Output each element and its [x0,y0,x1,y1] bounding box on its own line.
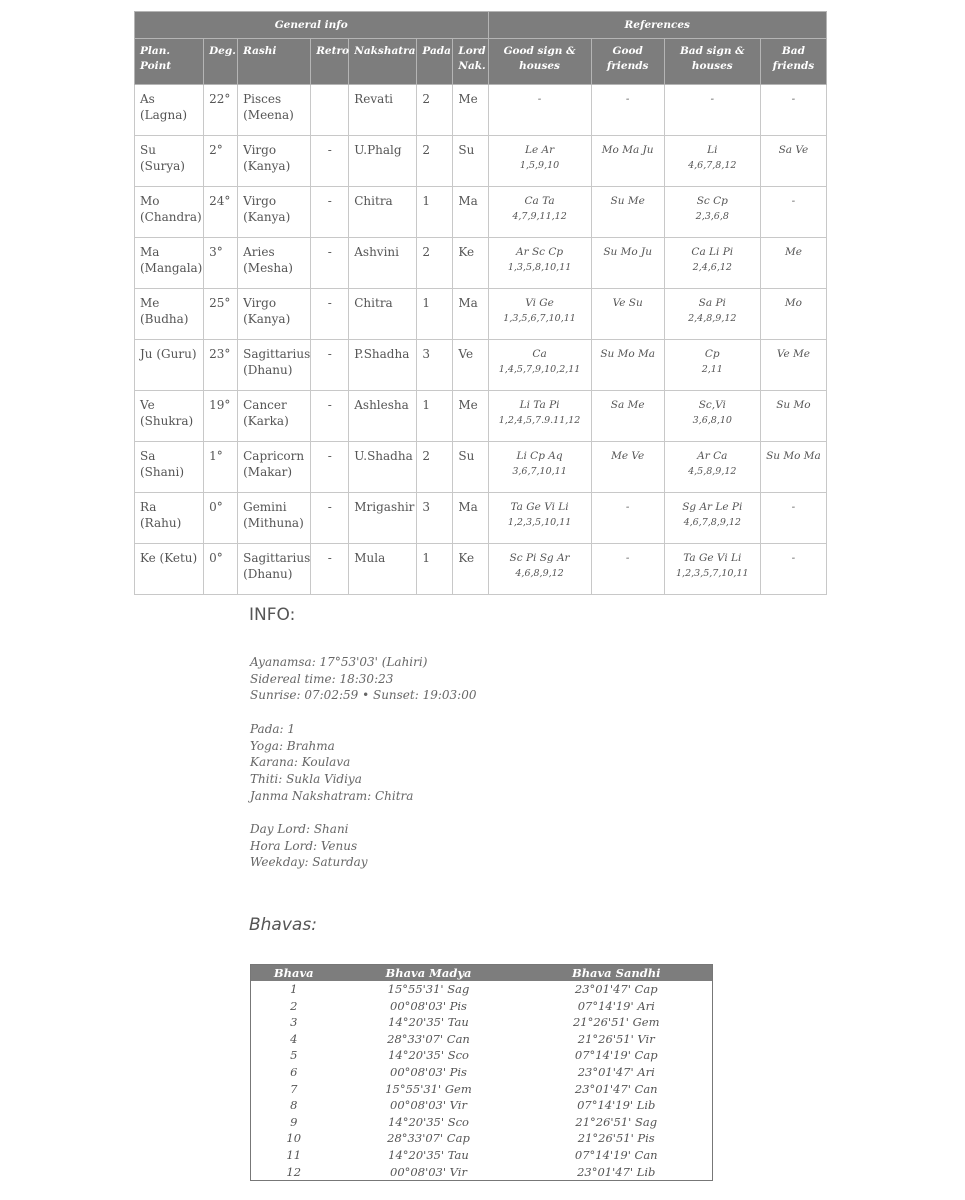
bhava-sandhi-cell: 07°14'19' Ari [577,998,655,1013]
good-friends-cell [591,187,664,238]
bhava-number-cell: 2 [290,998,298,1013]
col-header-good-sign-houses: Good sign & houses [488,39,591,85]
lord-nak-cell: Ma [453,187,488,238]
good-sign-houses-cell [488,493,591,544]
signs-text: Sa Ve [778,144,809,156]
signs-text: Li [707,144,718,156]
bad-friends-cell [760,391,826,442]
bhava-madya-cell: 00°08'03' Vir [390,1164,467,1179]
pada-cell: 1 [417,544,453,595]
table-row [251,1114,713,1131]
planets-column-header-row [135,39,827,85]
houses-text: 4,6,7,8,9,12 [683,517,741,528]
houses-text: 3,6,7,10,11 [512,466,567,477]
houses-text: 2,11 [701,364,723,375]
bhava-sandhi-cell: 23°01'47' Cap [574,982,658,996]
bad-friends-cell [760,136,826,187]
signs-text: Ve Su [612,297,643,309]
rashi-cell: Cancer (Karka) [238,391,311,442]
bad-friends-cell [760,340,826,391]
signs-text: Ta Ge Vi Li [510,501,569,513]
nakshatra-cell: U.Phalg [349,136,417,187]
table-row [251,998,713,1015]
pada-cell: 1 [417,289,453,340]
signs-text: - [625,552,630,564]
good-friends-cell [591,289,664,340]
table-row [135,289,827,340]
signs-text: Li Ta Pi [519,399,560,411]
bhava-madya-cell: 14°20'35' Tau [388,1147,469,1162]
houses-text: 4,5,8,9,12 [688,466,737,477]
good-sign-houses-cell [488,187,591,238]
signs-text: Vi Ge [525,297,554,309]
good-friends-cell [591,238,664,289]
signs-text: - [791,195,796,207]
col-header-good-friends: Good friends [591,39,664,85]
bhavas-table [250,964,713,1181]
col-header-lord-nak: Lord Nak. [453,39,488,85]
signs-text: - [625,501,630,513]
pada-cell: 2 [417,238,453,289]
retro-cell: - [311,493,349,544]
bad-friends-cell [760,544,826,595]
signs-text: Me [784,246,802,258]
retro-cell: - [311,442,349,493]
houses-text: 4,6,8,9,12 [515,568,564,579]
good-sign-houses-cell [488,289,591,340]
table-row [135,85,827,136]
rashi-cell: Sagittarius (Dhanu) [238,544,311,595]
bhava-sandhi-cell: 07°14'19' Lib [577,1098,656,1113]
info-line: Day Lord: Shani [250,822,349,836]
lord-nak-cell: Ma [453,493,488,544]
bad-sign-houses-cell [664,187,760,238]
col-header-retro: Retro [311,39,349,85]
rashi-cell: Virgo (Kanya) [238,289,311,340]
good-friends-cell [591,136,664,187]
col-header-bad-friends: Bad friends [760,39,826,85]
good-sign-houses-cell [488,442,591,493]
planets-table-body [135,85,827,595]
signs-text: Su Mo Ma [766,450,821,462]
bad-sign-houses-cell [664,340,760,391]
nakshatra-cell: Chitra [349,289,417,340]
planet-point-cell: Ju (Guru) [135,340,204,391]
signs-text: - [537,93,542,105]
good-friends-cell [591,493,664,544]
planet-point-cell: Sa (Shani) [135,442,204,493]
houses-text: 4,6,7,8,12 [688,160,737,171]
info-spacer [250,804,476,821]
houses-text: 2,4,8,9,12 [688,313,737,324]
lord-nak-cell: Me [453,391,488,442]
signs-text: - [791,501,796,513]
bad-sign-houses-cell [664,493,760,544]
signs-text: - [710,93,715,105]
bhava-madya-cell: 15°55'31' Gem [385,1081,472,1096]
nakshatra-cell: Chitra [349,187,417,238]
bhava-sandhi-cell: 21°26'51' Pis [577,1131,655,1146]
bad-friends-cell [760,187,826,238]
bhava-sandhi-cell: 23°01'47' Lib [577,1164,656,1179]
lord-nak-cell: Ma [453,289,488,340]
bhava-sandhi-cell: 07°14'19' Cap [574,1048,658,1063]
col-header-planet-point: Plan. Point [135,39,204,85]
good-friends-cell [591,391,664,442]
bhava-madya-cell: 28°33'07' Cap [387,1131,470,1146]
degree-cell: 3° [204,238,238,289]
pada-cell: 1 [417,391,453,442]
good-sign-houses-cell [488,238,591,289]
bhava-number-cell: 7 [290,1081,298,1096]
planets-group-header-row [135,12,827,39]
lord-nak-cell: Ke [453,238,488,289]
info-line: Karana: Koulava [250,755,351,770]
bhava-madya-cell: 00°08'03' Pis [390,998,467,1013]
info-line: Ayanamsa: 17°53'03' (Lahiri) [250,655,428,669]
signs-text: Sc,Vi [698,399,726,411]
table-row [251,981,713,998]
signs-text: Li Cp Aq [516,450,563,462]
pada-cell: 3 [417,493,453,544]
planet-point-cell: Ve (Shukra) [135,391,204,442]
retro-cell: - [311,187,349,238]
lord-nak-cell: Su [453,136,488,187]
bhava-sandhi-cell: 23°01'47' Can [574,1081,658,1096]
bhava-number-cell: 8 [290,1098,298,1113]
good-sign-houses-cell [488,544,591,595]
houses-text: 1,3,5,6,7,10,11 [503,313,576,324]
col-header-bhava-sandhi: Bhava Sandhi [521,965,713,982]
nakshatra-cell: Revati [349,85,417,136]
bad-friends-cell [760,289,826,340]
col-header-rashi: Rashi [238,39,311,85]
table-row [135,238,827,289]
info-line: Janma Nakshatram: Chitra [250,788,414,803]
bad-sign-houses-cell [664,289,760,340]
bhava-number-cell: 12 [286,1164,302,1179]
rashi-cell: Pisces (Meena) [238,85,311,136]
table-row [251,1064,713,1081]
signs-text: Ar Sc Cp [516,246,564,258]
pada-cell: 2 [417,85,453,136]
bad-friends-cell [760,85,826,136]
table-row [135,493,827,544]
planet-point-cell: Mo (Chandra) [135,187,204,238]
bhava-number-cell: 5 [290,1048,298,1063]
signs-text: Sc Cp [696,195,728,207]
planet-point-cell: Ma (Mangala) [135,238,204,289]
rashi-cell: Capricorn (Makar) [238,442,311,493]
planet-point-cell: Ra (Rahu) [135,493,204,544]
nakshatra-cell: Mrigashir [349,493,417,544]
col-header-nakshatra: Nakshatra [349,39,417,85]
degree-cell: 0° [204,544,238,595]
bhava-number-cell: 6 [290,1064,298,1079]
signs-text: Su Mo [776,399,811,411]
nakshatra-cell: Ashlesha [349,391,417,442]
group-header-references: References [488,12,827,39]
signs-text: Sa Me [610,399,645,411]
rashi-cell: Virgo (Kanya) [238,136,311,187]
signs-text: Mo Ma Ju [601,144,654,156]
degree-cell: 0° [204,493,238,544]
bhava-number-cell: 4 [290,1031,298,1046]
bhavas-heading: Bhavas: [249,915,317,935]
signs-text: Sc Pi Sg Ar [509,552,570,564]
bhavas-table-body [251,981,713,1181]
houses-text: 1,3,5,8,10,11 [507,262,572,273]
table-row [251,1130,713,1147]
lord-nak-cell: Ke [453,544,488,595]
table-row [135,136,827,187]
table-row [135,391,827,442]
bhava-sandhi-cell: 21°26'51' Sag [575,1114,658,1129]
group-header-general-info: General info [135,12,489,39]
signs-text: Le Ar [524,144,555,156]
planet-point-cell: As (Lagna) [135,85,204,136]
col-header-bad-sign-houses: Bad sign & houses [664,39,760,85]
good-sign-houses-cell [488,340,591,391]
bad-sign-houses-cell [664,238,760,289]
table-row [251,1147,713,1164]
signs-text: Sg Ar Le Pi [682,501,743,513]
signs-text: Ve Me [776,348,810,360]
degree-cell: 24° [204,187,238,238]
table-row [251,1097,713,1114]
houses-text: 3,6,8,10 [692,415,732,426]
bhava-number-cell: 1 [290,982,298,996]
bhava-number-cell: 3 [290,1015,298,1030]
col-header-degree: Deg. [204,39,238,85]
info-line: Sidereal time: 18:30:23 [250,671,394,686]
info-spacer [250,704,476,721]
good-sign-houses-cell [488,85,591,136]
signs-text: - [791,552,796,564]
retro-cell: - [311,544,349,595]
signs-text: Ca Ta [524,195,555,207]
good-sign-houses-cell [488,391,591,442]
bhavas-header-row [251,965,713,982]
rashi-cell: Aries (Mesha) [238,238,311,289]
bhava-number-cell: 9 [290,1114,298,1129]
rashi-cell: Virgo (Kanya) [238,187,311,238]
planet-point-cell: Su (Surya) [135,136,204,187]
bhava-number-cell: 10 [286,1131,302,1146]
good-friends-cell [591,85,664,136]
bhava-madya-cell: 14°20'35' Sco [388,1114,469,1129]
signs-text: - [625,93,630,105]
table-row [251,1047,713,1064]
table-row [251,1014,713,1031]
nakshatra-cell: Mula [349,544,417,595]
signs-text: Mo [784,297,802,309]
good-friends-cell [591,442,664,493]
col-header-pada: Pada [417,39,453,85]
lord-nak-cell: Su [453,442,488,493]
bhava-sandhi-cell: 21°26'51' Gem [572,1015,660,1030]
lord-nak-cell: Me [453,85,488,136]
retro-cell [311,85,349,136]
rashi-cell: Sagittarius (Dhanu) [238,340,311,391]
signs-text: Cp [704,348,720,360]
lord-nak-cell: Ve [453,340,488,391]
bhava-madya-cell: 28°33'07' Can [387,1031,470,1046]
degree-cell: 22° [204,85,238,136]
planet-point-cell: Ke (Ketu) [135,544,204,595]
retro-cell: - [311,238,349,289]
bhava-sandhi-cell: 23°01'47' Ari [577,1064,655,1079]
good-friends-cell [591,544,664,595]
bhava-madya-cell: 00°08'03' Pis [390,1064,467,1079]
rashi-cell: Gemini (Mithuna) [238,493,311,544]
table-row [135,544,827,595]
retro-cell: - [311,391,349,442]
bad-sign-houses-cell [664,85,760,136]
pada-cell: 2 [417,136,453,187]
degree-cell: 19° [204,391,238,442]
info-block [250,654,476,871]
planets-table [134,11,827,595]
signs-text: Su Mo Ju [603,246,653,258]
degree-cell: 2° [204,136,238,187]
degree-cell: 1° [204,442,238,493]
bhava-sandhi-cell: 07°14'19' Can [574,1147,658,1162]
signs-text: Ca [532,348,547,360]
retro-cell: - [311,136,349,187]
info-line: Weekday: Saturday [250,855,368,870]
pada-cell: 1 [417,187,453,238]
bhava-number-cell: 11 [286,1147,302,1162]
info-line: Sunrise: 07:02:59 • Sunset: 19:03:00 [250,688,477,703]
bhava-madya-cell: 14°20'35' Tau [388,1015,469,1030]
col-header-bhava-madya: Bhava Madya [337,965,521,982]
good-sign-houses-cell [488,136,591,187]
degree-cell: 25° [204,289,238,340]
houses-text: 4,7,9,11,12 [512,211,567,222]
degree-cell: 23° [204,340,238,391]
table-row [135,340,827,391]
planet-point-cell: Me (Budha) [135,289,204,340]
signs-text: Ta Ge Vi Li [683,552,742,564]
nakshatra-cell: Ashvini [349,238,417,289]
signs-text: Ca Li Pi [691,246,734,258]
col-header-bhava: Bhava [251,965,337,982]
signs-text: Ar Ca [697,450,728,462]
bad-sign-houses-cell [664,136,760,187]
signs-text: Me Ve [611,450,645,462]
bad-sign-houses-cell [664,442,760,493]
retro-cell: - [311,289,349,340]
pada-cell: 3 [417,340,453,391]
signs-text: Sa Pi [698,297,726,309]
info-line: Yoga: Brahma [250,738,335,753]
info-heading: INFO: [249,605,296,625]
houses-text: 1,2,3,5,10,11 [507,517,572,528]
houses-text: 1,2,3,5,7,10,11 [676,568,749,579]
houses-text: 2,4,6,12 [692,262,732,273]
table-row [135,187,827,238]
bad-sign-houses-cell [664,544,760,595]
signs-text: Su Me [610,195,645,207]
houses-text: 2,3,6,8 [695,211,729,222]
bad-friends-cell [760,238,826,289]
bhava-sandhi-cell: 21°26'51' Vir [577,1031,655,1046]
retro-cell: - [311,340,349,391]
bhava-madya-cell: 00°08'03' Vir [390,1098,467,1113]
nakshatra-cell: U.Shadha [349,442,417,493]
houses-text: 1,2,4,5,7.9.11,12 [498,415,581,426]
table-row [135,442,827,493]
info-line: Thiti: Sukla Vidiya [250,771,362,786]
table-row [251,1031,713,1048]
signs-text: Su Mo Ma [600,348,656,360]
bad-friends-cell [760,493,826,544]
bhava-madya-cell: 14°20'35' Sco [388,1048,469,1063]
table-row [251,1164,713,1181]
nakshatra-cell: P.Shadha [349,340,417,391]
bad-sign-houses-cell [664,391,760,442]
pada-cell: 2 [417,442,453,493]
houses-text: 1,5,9,10 [519,160,560,171]
good-friends-cell [591,340,664,391]
houses-text: 1,4,5,7,9,10,2,11 [498,364,581,375]
bhava-madya-cell: 15°55'31' Sag [387,982,470,996]
signs-text: - [791,93,796,105]
info-line: Hora Lord: Venus [250,838,358,853]
bad-friends-cell [760,442,826,493]
info-line: Pada: 1 [250,721,296,736]
table-row [251,1081,713,1098]
